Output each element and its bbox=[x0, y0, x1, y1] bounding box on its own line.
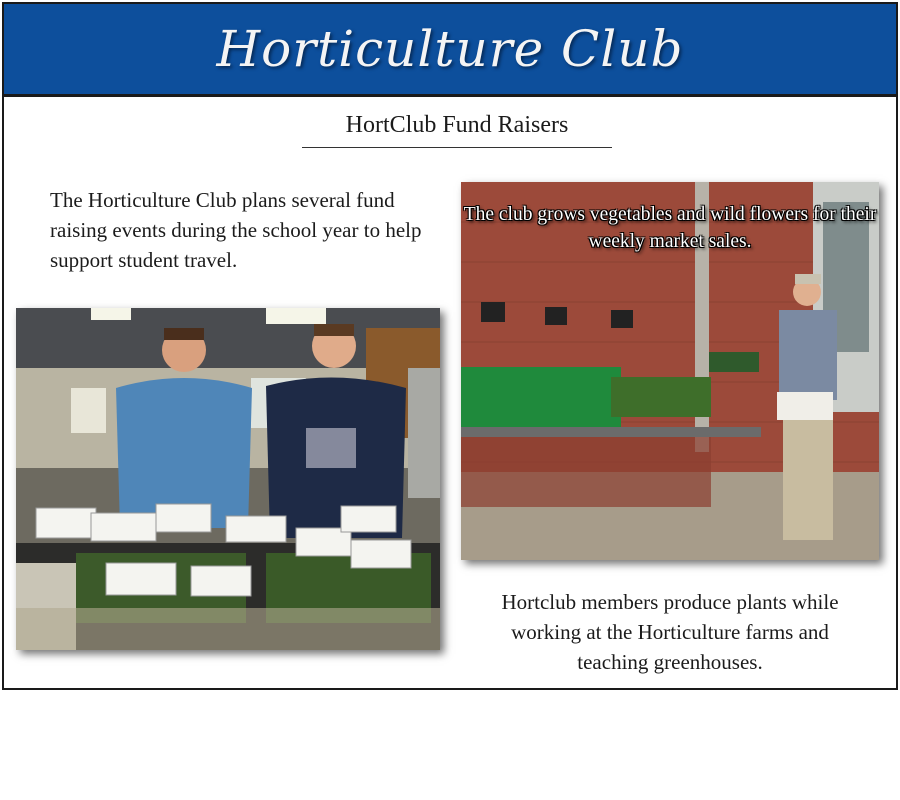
members-paragraph: Hortclub members produce plants while working at the Horticulture farms and teaching greenhouses. bbox=[501, 590, 839, 674]
banner-title: Horticulture Club bbox=[216, 20, 684, 78]
market-wall-photo bbox=[461, 182, 879, 560]
section-subtitle: HortClub Fund Raisers bbox=[302, 112, 612, 148]
page-frame bbox=[2, 2, 898, 690]
students-plants-photo bbox=[16, 308, 440, 650]
market-caption: The club grows vegetables and wild flowers for their weekly market sales. bbox=[463, 204, 877, 252]
header-banner bbox=[4, 4, 896, 97]
intro-paragraph: The Horticulture Club plans several fund raising events during the school year to help support student travel. bbox=[50, 188, 422, 272]
